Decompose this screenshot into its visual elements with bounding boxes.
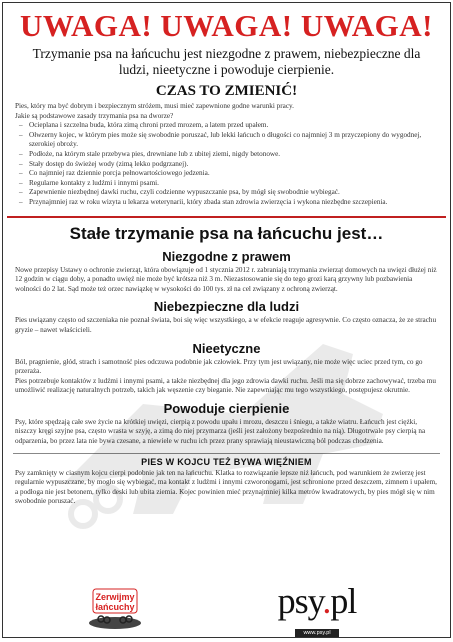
list-item: – Ołwzerny kojec, w którym pies może się swobodnie poruszać, lub lekki łańcuch o długości co najmniej 3 m przyczepiony do wygodnej, szerokiej obroży. — [29, 131, 438, 150]
ethics-heading: Nieetyczne — [192, 340, 261, 356]
subheadline: Trzymanie psa na łańcuchu jest niezgodne z prawem, niebezpieczne dla ludzi, nieetyczne i powoduje cierpienie. — [32, 46, 421, 77]
brand-wordmark: psy.pl — [277, 581, 357, 621]
list-item: – Podłoże, na którym stale przebywa pies, drewniane lub z ubitej ziemi, nigdy betonowe. — [29, 150, 438, 160]
list-item: – Co najmniej raz dziennie porcja pełnowartościowego jedzenia. — [29, 169, 438, 179]
change-intro-line-1: Pies, który ma być dobrym i bezpiecznym stróżem, musi mieć zapewnione godne warunki pracy. — [15, 102, 294, 110]
brand-paw-dot-icon: . — [322, 581, 331, 621]
brand-logo[interactable] — [262, 581, 372, 636]
header — [3, 3, 450, 100]
list-item: – Zapewnienie niezbędnej dawki ruchu, czyli codzienne wypuszczanie psa, by mógł się swobodnie wybiegać. — [29, 188, 438, 198]
poster — [2, 2, 451, 638]
list-item: – Stały dostęp do świeżej wody (zimą lekko podgrzanej). — [29, 160, 438, 170]
chain-title: Stałe trzymanie psa na łańcuchu jest… — [69, 223, 384, 243]
ethics-text — [3, 358, 450, 396]
danger-text: Pies uwiązany często od szczeniaka nie poznał świata, boi się więc wszystkiego, a w efekcie reaguje agresywnie. Co często oznacza, że ze strachu gryzie – nawet właścicieli. — [15, 316, 437, 334]
change-intro — [3, 102, 450, 121]
change-intro-line-2: Jakie są podstawowe zasady trzymania psa na dworze? — [15, 111, 174, 120]
law-text: Nowe przepisy Ustawy o ochronie zwierząt, która obowiązuje od 1 stycznia 2012 r. zabraniają trzymania zwierząt domowych na uwięzi dłużej niż 12 godzin w ciągu doby, a ponadto uwięź nie może być krótsza niż 3 m. Niezastosowanie się do tego grozi karą grzywny lub pozbawienia wolności do 2 lat. Sąd może też orzec nawiązkę w wysokości do 100 tys. zł na cel związany z ochroną zwierząt. — [15, 265, 437, 293]
kennel-title: PIES W KOJCU TEŻ BYWA WIĘŹNIEM — [141, 456, 312, 467]
list-item: – Przynajmniej raz w roku wizyta u lekarza weterynarii, który zbada stan zdrowia zwierzęcia i wykona niezbędne szczepienia. — [29, 198, 438, 208]
headline: UWAGA! UWAGA! UWAGA! — [20, 8, 433, 43]
campaign-logo-line-2: łańcuchy — [95, 602, 135, 612]
change-title: CZAS TO ZMIENIĆ! — [155, 83, 298, 99]
rules-list — [3, 121, 450, 207]
law-heading: Niezgodne z prawem — [162, 248, 291, 264]
ethics-paragraph-1: Ból, pragnienie, głód, strach i samotność pies odczuwa podobnie jak człowiek. Przy tym jest uwiązany, nie może więc uciec przed tym, co go przeraża. — [15, 357, 423, 376]
campaign-logo — [79, 581, 151, 631]
list-item: – Ocieplana i szczelna buda, która zimą chroni przed mrozem, a latem przed upałem. — [29, 121, 438, 131]
footer-divider — [13, 453, 440, 454]
chain-section — [3, 224, 450, 447]
suffering-heading: Powoduje cierpienie — [163, 400, 290, 416]
list-item: – Regularne kontakty z ludźmi i innymi psami. — [29, 179, 438, 189]
brand-url[interactable]: www.psy.pl — [295, 629, 338, 637]
ethics-paragraph-2: Pies potrzebuje kontaktów z ludźmi i innymi psami, a także niezbędnej dla jego zdrowia dawki ruchu. Jeśli ma się dobrze zachowywać, trzeba mu umożliwić realizację naturalnych potrzeb, takich jak węszenie czy bieganie. Nie zapewniając mu tego wszystkiego, postępujesz okrutnie. — [15, 376, 436, 395]
kennel-text: Psy zamknięty w ciasnym kojcu cierpi podobnie jak ten na łańcuchu. Klatka to rozwiązanie lepsze niż łańcuch, pod warunkiem że zwierzę jest regularnie wypuszczane, by mogło się wybiegać, ma kontakt z ludźmi i innymi czworonogami, jest schronione przed deszczem, zimnem i upałem, a podłoga nie jest betonem, tylko deski lub ubita ziemia. Kojec powinien mieć przynajmniej kilka metrów kwadratowych, by pies mógł się w nim swobodnie poruszać. — [15, 468, 437, 506]
section-divider — [7, 216, 446, 218]
danger-heading: Niebezpieczne dla ludzi — [153, 299, 300, 315]
campaign-logo-line-1: Zerwijmy — [95, 592, 135, 602]
footer — [3, 575, 450, 637]
suffering-text: Psy, które spędzają całe swe życie na krótkiej uwięzi, cierpią z powodu upału i mrozu, deszczu i śniegu, a także wiatru. Łańcuch jest ciężki, niszczy kręgi szyjne psa, często wrasta w szyję, a zimą do niej przymarza (jeśli jest założony bezpośrednio na nią). Długotrwale psy cierpią na odparzenia, bo przez lata nie bywa czesane, a niewiele w ruchu ich przez prany sprawiają nieustawiczną ból podczas chodzenia. — [15, 417, 426, 446]
